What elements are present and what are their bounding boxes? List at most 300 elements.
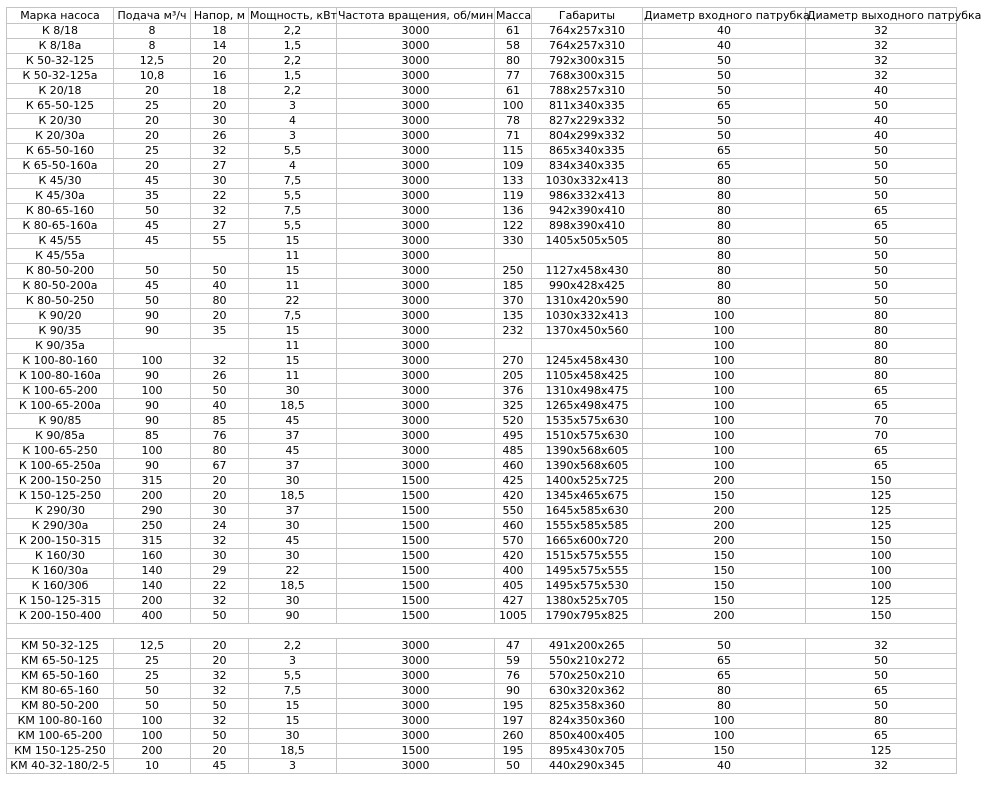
table-cell: 40 <box>643 759 806 774</box>
table-cell: 1535x575x630 <box>532 414 643 429</box>
table-cell: 55 <box>191 234 249 249</box>
table-cell: 50 <box>806 294 957 309</box>
table-cell: 45 <box>114 219 191 234</box>
table-cell: 2,2 <box>249 639 337 654</box>
table-cell: 100 <box>114 444 191 459</box>
table-cell: 1310x420x590 <box>532 294 643 309</box>
table-cell <box>532 339 643 354</box>
table-cell: 65 <box>806 444 957 459</box>
table-cell: 986x332x413 <box>532 189 643 204</box>
table-row <box>7 324 957 339</box>
table-cell: 7,5 <box>249 684 337 699</box>
table-cell: 7,5 <box>249 309 337 324</box>
table-cell: 100 <box>806 564 957 579</box>
table-cell: 550 <box>495 504 532 519</box>
table-cell: 80 <box>643 219 806 234</box>
table-cell: 824x350x360 <box>532 714 643 729</box>
pump-model-cell: К 150-125-315 <box>7 594 114 609</box>
table-cell: 90 <box>114 369 191 384</box>
table-cell: 65 <box>806 684 957 699</box>
table-row <box>7 384 957 399</box>
table-cell: 150 <box>806 609 957 624</box>
table-cell: 1500 <box>337 594 495 609</box>
table-cell: 865x340x335 <box>532 144 643 159</box>
pump-model-cell: КМ 100-65-200 <box>7 729 114 744</box>
table-cell: 1500 <box>337 534 495 549</box>
table-cell: 376 <box>495 384 532 399</box>
pump-model-cell: КМ 50-32-125 <box>7 639 114 654</box>
table-cell: 30 <box>249 384 337 399</box>
pump-model-cell: К 100-65-200а <box>7 399 114 414</box>
table-cell: 16 <box>191 69 249 84</box>
table-cell: 3000 <box>337 99 495 114</box>
table-cell: 76 <box>495 669 532 684</box>
table-row <box>7 39 957 54</box>
table-row <box>7 534 957 549</box>
pump-specs-table <box>6 7 981 774</box>
table-cell: 1345x465x675 <box>532 489 643 504</box>
table-cell: 5,5 <box>249 669 337 684</box>
table-cell: 491x200x265 <box>532 639 643 654</box>
table-cell: 18,5 <box>249 744 337 759</box>
table-cell: 12,5 <box>114 54 191 69</box>
table-cell: 232 <box>495 324 532 339</box>
table-cell: 7,5 <box>249 204 337 219</box>
pump-model-cell: К 45/55 <box>7 234 114 249</box>
table-cell: 1,5 <box>249 69 337 84</box>
spacer-row <box>7 624 957 639</box>
table-row <box>7 69 957 84</box>
table-cell: 827x229x332 <box>532 114 643 129</box>
table-cell: 20 <box>114 129 191 144</box>
table-cell: 200 <box>643 474 806 489</box>
table-cell: 37 <box>249 504 337 519</box>
table-cell: 14 <box>191 39 249 54</box>
table-cell: 32 <box>806 39 957 54</box>
table-cell: 3000 <box>337 174 495 189</box>
table-cell: 3 <box>249 99 337 114</box>
table-cell: 100 <box>643 429 806 444</box>
table-cell: 200 <box>114 489 191 504</box>
table-cell: 125 <box>806 744 957 759</box>
table-cell: 20 <box>191 474 249 489</box>
pump-model-cell: КМ 80-50-200 <box>7 699 114 714</box>
table-cell: 2,2 <box>249 24 337 39</box>
table-cell: 3000 <box>337 129 495 144</box>
table-cell: 8 <box>114 39 191 54</box>
table-cell: 1005 <box>495 609 532 624</box>
table-cell: 50 <box>643 54 806 69</box>
table-cell: 100 <box>643 354 806 369</box>
table-cell: 26 <box>191 369 249 384</box>
table-cell: 50 <box>495 759 532 774</box>
pump-model-cell: К 45/55а <box>7 249 114 264</box>
table-row <box>7 519 957 534</box>
table-cell: 460 <box>495 519 532 534</box>
pump-model-cell: К 100-65-250 <box>7 444 114 459</box>
table-cell: 80 <box>643 264 806 279</box>
column-header: Диаметр выходного патрубка <box>807 9 981 22</box>
table-cell: 1495x575x555 <box>532 564 643 579</box>
column-header: Габариты <box>532 8 643 24</box>
table-cell: 30 <box>249 549 337 564</box>
table-cell: 50 <box>643 69 806 84</box>
table-row <box>7 159 957 174</box>
table-cell: 100 <box>114 384 191 399</box>
table-row <box>7 714 957 729</box>
table-row <box>7 564 957 579</box>
pump-model-cell: К 150-125-250 <box>7 489 114 504</box>
table-cell: 11 <box>249 369 337 384</box>
table-cell: 61 <box>495 24 532 39</box>
table-cell: 90 <box>114 324 191 339</box>
table-cell: 804x299x332 <box>532 129 643 144</box>
pump-model-cell: К 80-65-160а <box>7 219 114 234</box>
table-cell: 50 <box>806 189 957 204</box>
table-cell: 65 <box>643 144 806 159</box>
table-cell: 1105x458x425 <box>532 369 643 384</box>
table-cell: 65 <box>643 654 806 669</box>
table-row <box>7 609 957 624</box>
table-cell: 27 <box>191 219 249 234</box>
table-cell: 150 <box>806 474 957 489</box>
table-cell: 100 <box>643 414 806 429</box>
table-cell: 100 <box>114 729 191 744</box>
pump-model-cell: К 290/30 <box>7 504 114 519</box>
column-header: Напор, м <box>191 8 249 24</box>
pump-model-cell: К 45/30 <box>7 174 114 189</box>
column-header: Марка насоса <box>7 8 114 24</box>
table-cell: 50 <box>643 129 806 144</box>
table-cell: 2,2 <box>249 54 337 69</box>
table-cell: 15 <box>249 324 337 339</box>
table-cell: 65 <box>806 219 957 234</box>
pump-model-cell: К 65-50-125 <box>7 99 114 114</box>
table-cell: 30 <box>249 594 337 609</box>
table-cell: 370 <box>495 294 532 309</box>
table-cell: 3000 <box>337 444 495 459</box>
pump-model-cell: К 65-50-160а <box>7 159 114 174</box>
table-cell: 50 <box>114 699 191 714</box>
table-row <box>7 249 957 264</box>
table-row <box>7 84 957 99</box>
table-row <box>7 729 957 744</box>
table-cell: 764x257x310 <box>532 39 643 54</box>
table-row <box>7 174 957 189</box>
table-cell: 3000 <box>337 159 495 174</box>
table-cell: 20 <box>191 54 249 69</box>
table-cell: 764x257x310 <box>532 24 643 39</box>
table-cell: 67 <box>191 459 249 474</box>
table-row <box>7 99 957 114</box>
table-cell: 200 <box>114 594 191 609</box>
table-cell: 3000 <box>337 54 495 69</box>
table-cell: 40 <box>643 24 806 39</box>
table-row <box>7 219 957 234</box>
table-cell: 200 <box>643 519 806 534</box>
table-row <box>7 309 957 324</box>
table-cell: 20 <box>191 639 249 654</box>
table-cell: 20 <box>114 159 191 174</box>
table-cell: 100 <box>643 369 806 384</box>
table-cell: 65 <box>806 729 957 744</box>
table-cell: 3000 <box>337 39 495 54</box>
table-row <box>7 744 957 759</box>
table-cell: 10,8 <box>114 69 191 84</box>
table-cell: 100 <box>643 459 806 474</box>
table-row <box>7 654 957 669</box>
pump-model-cell: К 100-65-250а <box>7 459 114 474</box>
table-cell: 3000 <box>337 189 495 204</box>
table-cell: 80 <box>806 324 957 339</box>
table-cell: 100 <box>495 99 532 114</box>
table-row <box>7 504 957 519</box>
table-cell: 895x430x705 <box>532 744 643 759</box>
table-cell: 425 <box>495 474 532 489</box>
table-cell: 50 <box>806 99 957 114</box>
table-cell: 45 <box>249 444 337 459</box>
table-cell: 90 <box>114 459 191 474</box>
table-cell: 135 <box>495 309 532 324</box>
table-cell: 125 <box>806 519 957 534</box>
table-cell: 3000 <box>337 279 495 294</box>
table-cell: 405 <box>495 579 532 594</box>
pump-model-cell: К 80-50-250 <box>7 294 114 309</box>
table-cell: 20 <box>191 309 249 324</box>
table-cell: 133 <box>495 174 532 189</box>
table-row <box>7 459 957 474</box>
table-cell: 520 <box>495 414 532 429</box>
table-cell: 45 <box>114 234 191 249</box>
table-cell: 630x320x362 <box>532 684 643 699</box>
table-cell: 200 <box>114 744 191 759</box>
table-cell: 22 <box>249 564 337 579</box>
table-cell: 77 <box>495 69 532 84</box>
table-cell: 1500 <box>337 489 495 504</box>
table-cell: 3000 <box>337 384 495 399</box>
table-cell: 22 <box>249 294 337 309</box>
table-cell: 45 <box>114 174 191 189</box>
table-cell: 1500 <box>337 579 495 594</box>
table-cell: 50 <box>114 204 191 219</box>
table-cell: 11 <box>249 249 337 264</box>
pump-model-cell: К 90/85 <box>7 414 114 429</box>
table-cell: 3000 <box>337 414 495 429</box>
table-cell: 4 <box>249 114 337 129</box>
table-cell: 50 <box>806 174 957 189</box>
table-cell: 3000 <box>337 399 495 414</box>
table-cell: 325 <box>495 399 532 414</box>
table-cell: 18 <box>191 84 249 99</box>
table-row <box>7 489 957 504</box>
table-cell: 90 <box>495 684 532 699</box>
pump-model-cell: К 100-65-200 <box>7 384 114 399</box>
table-cell: 834x340x335 <box>532 159 643 174</box>
table-cell: 3000 <box>337 639 495 654</box>
table-cell: 50 <box>806 669 957 684</box>
table-cell: 1500 <box>337 549 495 564</box>
table-cell <box>532 249 643 264</box>
table-cell: 78 <box>495 114 532 129</box>
table-cell: 1500 <box>337 609 495 624</box>
pump-model-cell: К 8/18 <box>7 24 114 39</box>
pump-model-cell: К 65-50-160 <box>7 144 114 159</box>
table-cell <box>495 249 532 264</box>
table-cell: 150 <box>643 594 806 609</box>
table-cell: 1127x458x430 <box>532 264 643 279</box>
table-row <box>7 759 957 774</box>
table-cell: 100 <box>643 324 806 339</box>
table-cell: 3000 <box>337 24 495 39</box>
table-cell: 15 <box>249 234 337 249</box>
table-cell: 400 <box>114 609 191 624</box>
table-header <box>7 8 981 24</box>
pump-model-cell: К 200-150-315 <box>7 534 114 549</box>
pump-model-cell: К 90/35а <box>7 339 114 354</box>
table-cell: 80 <box>643 189 806 204</box>
table-cell: 22 <box>191 189 249 204</box>
table-cell: 59 <box>495 654 532 669</box>
table-cell: 3000 <box>337 339 495 354</box>
pump-model-cell: КМ 65-50-160 <box>7 669 114 684</box>
table-cell: 40 <box>806 114 957 129</box>
table-cell: 1380x525x705 <box>532 594 643 609</box>
table-cell: 1555x585x585 <box>532 519 643 534</box>
table-cell: 990x428x425 <box>532 279 643 294</box>
table-cell: 30 <box>249 729 337 744</box>
table-cell: 10 <box>114 759 191 774</box>
table-cell: 1310x498x475 <box>532 384 643 399</box>
table-cell: 70 <box>806 414 957 429</box>
table-cell: 570x250x210 <box>532 669 643 684</box>
table-cell: 80 <box>806 369 957 384</box>
pump-model-cell: К 90/85а <box>7 429 114 444</box>
pump-model-cell: К 20/30а <box>7 129 114 144</box>
table-cell: 205 <box>495 369 532 384</box>
table-cell: 4 <box>249 159 337 174</box>
table-cell: 3000 <box>337 294 495 309</box>
pump-model-cell: КМ 40-32-180/2-5 <box>7 759 114 774</box>
table-cell: 27 <box>191 159 249 174</box>
table-cell: 3000 <box>337 759 495 774</box>
table-cell: 260 <box>495 729 532 744</box>
table-cell: 20 <box>114 84 191 99</box>
table-cell: 150 <box>643 549 806 564</box>
table-row <box>7 594 957 609</box>
table-cell: 30 <box>191 504 249 519</box>
table-cell: 270 <box>495 354 532 369</box>
pump-model-cell: К 45/30а <box>7 189 114 204</box>
table-cell: 80 <box>495 54 532 69</box>
table-cell: 185 <box>495 279 532 294</box>
table-cell: 90 <box>249 609 337 624</box>
table-cell: 32 <box>191 144 249 159</box>
table-cell: 5,5 <box>249 189 337 204</box>
table-cell: 3000 <box>337 684 495 699</box>
table-cell: 80 <box>806 714 957 729</box>
table-cell: 47 <box>495 639 532 654</box>
pump-model-cell: К 290/30а <box>7 519 114 534</box>
table-cell: 32 <box>806 69 957 84</box>
table-cell: 40 <box>643 39 806 54</box>
table-cell: 7,5 <box>249 174 337 189</box>
table-cell: 45 <box>191 759 249 774</box>
table-cell: 30 <box>191 549 249 564</box>
table-cell: 3000 <box>337 729 495 744</box>
table-row <box>7 579 957 594</box>
table-cell: 3000 <box>337 69 495 84</box>
pump-model-cell: К 20/30 <box>7 114 114 129</box>
table-row <box>7 54 957 69</box>
table-cell: 50 <box>806 654 957 669</box>
pump-model-cell: К 90/35 <box>7 324 114 339</box>
table-cell: 125 <box>806 594 957 609</box>
pump-model-cell: К 80-50-200а <box>7 279 114 294</box>
table-cell: 40 <box>806 129 957 144</box>
table-cell <box>114 249 191 264</box>
table-row <box>7 669 957 684</box>
table-cell: 100 <box>643 399 806 414</box>
table-cell: 22 <box>191 579 249 594</box>
table-cell: 485 <box>495 444 532 459</box>
table-cell: 440x290x345 <box>532 759 643 774</box>
table-cell: 90 <box>114 414 191 429</box>
table-cell: 100 <box>806 549 957 564</box>
table-cell: 3000 <box>337 324 495 339</box>
table-cell: 195 <box>495 699 532 714</box>
table-cell: 115 <box>495 144 532 159</box>
table-cell: 1245x458x430 <box>532 354 643 369</box>
pump-model-cell: К 80-65-160 <box>7 204 114 219</box>
table-cell: 768x300x315 <box>532 69 643 84</box>
table-cell: 32 <box>806 639 957 654</box>
table-cell: 18 <box>191 24 249 39</box>
table-cell: 1515x575x555 <box>532 549 643 564</box>
table-cell: 45 <box>249 414 337 429</box>
table-cell: 71 <box>495 129 532 144</box>
table-cell: 18,5 <box>249 399 337 414</box>
table-cell: 65 <box>806 399 957 414</box>
table-cell: 850x400x405 <box>532 729 643 744</box>
table-cell: 420 <box>495 549 532 564</box>
pump-model-cell: К 100-80-160 <box>7 354 114 369</box>
table-cell: 3000 <box>337 234 495 249</box>
table-cell: 35 <box>191 324 249 339</box>
table-cell: 3000 <box>337 249 495 264</box>
table-cell: 5,5 <box>249 219 337 234</box>
table-cell: 80 <box>191 294 249 309</box>
table-cell: 85 <box>191 414 249 429</box>
table-cell <box>191 249 249 264</box>
table-cell: 1370x450x560 <box>532 324 643 339</box>
table-cell: 50 <box>643 114 806 129</box>
table-row <box>7 429 957 444</box>
table-cell: 50 <box>191 699 249 714</box>
table-cell: 1030x332x413 <box>532 309 643 324</box>
table-cell: 65 <box>643 159 806 174</box>
table-cell: 119 <box>495 189 532 204</box>
table-cell: 85 <box>114 429 191 444</box>
table-cell: 80 <box>643 684 806 699</box>
table-cell: 140 <box>114 564 191 579</box>
table-row <box>7 549 957 564</box>
table-cell: 50 <box>191 609 249 624</box>
table-cell: 2,2 <box>249 84 337 99</box>
table-cell: 80 <box>643 174 806 189</box>
table-cell: 942x390x410 <box>532 204 643 219</box>
table-cell: 50 <box>806 159 957 174</box>
table-cell: 200 <box>643 609 806 624</box>
